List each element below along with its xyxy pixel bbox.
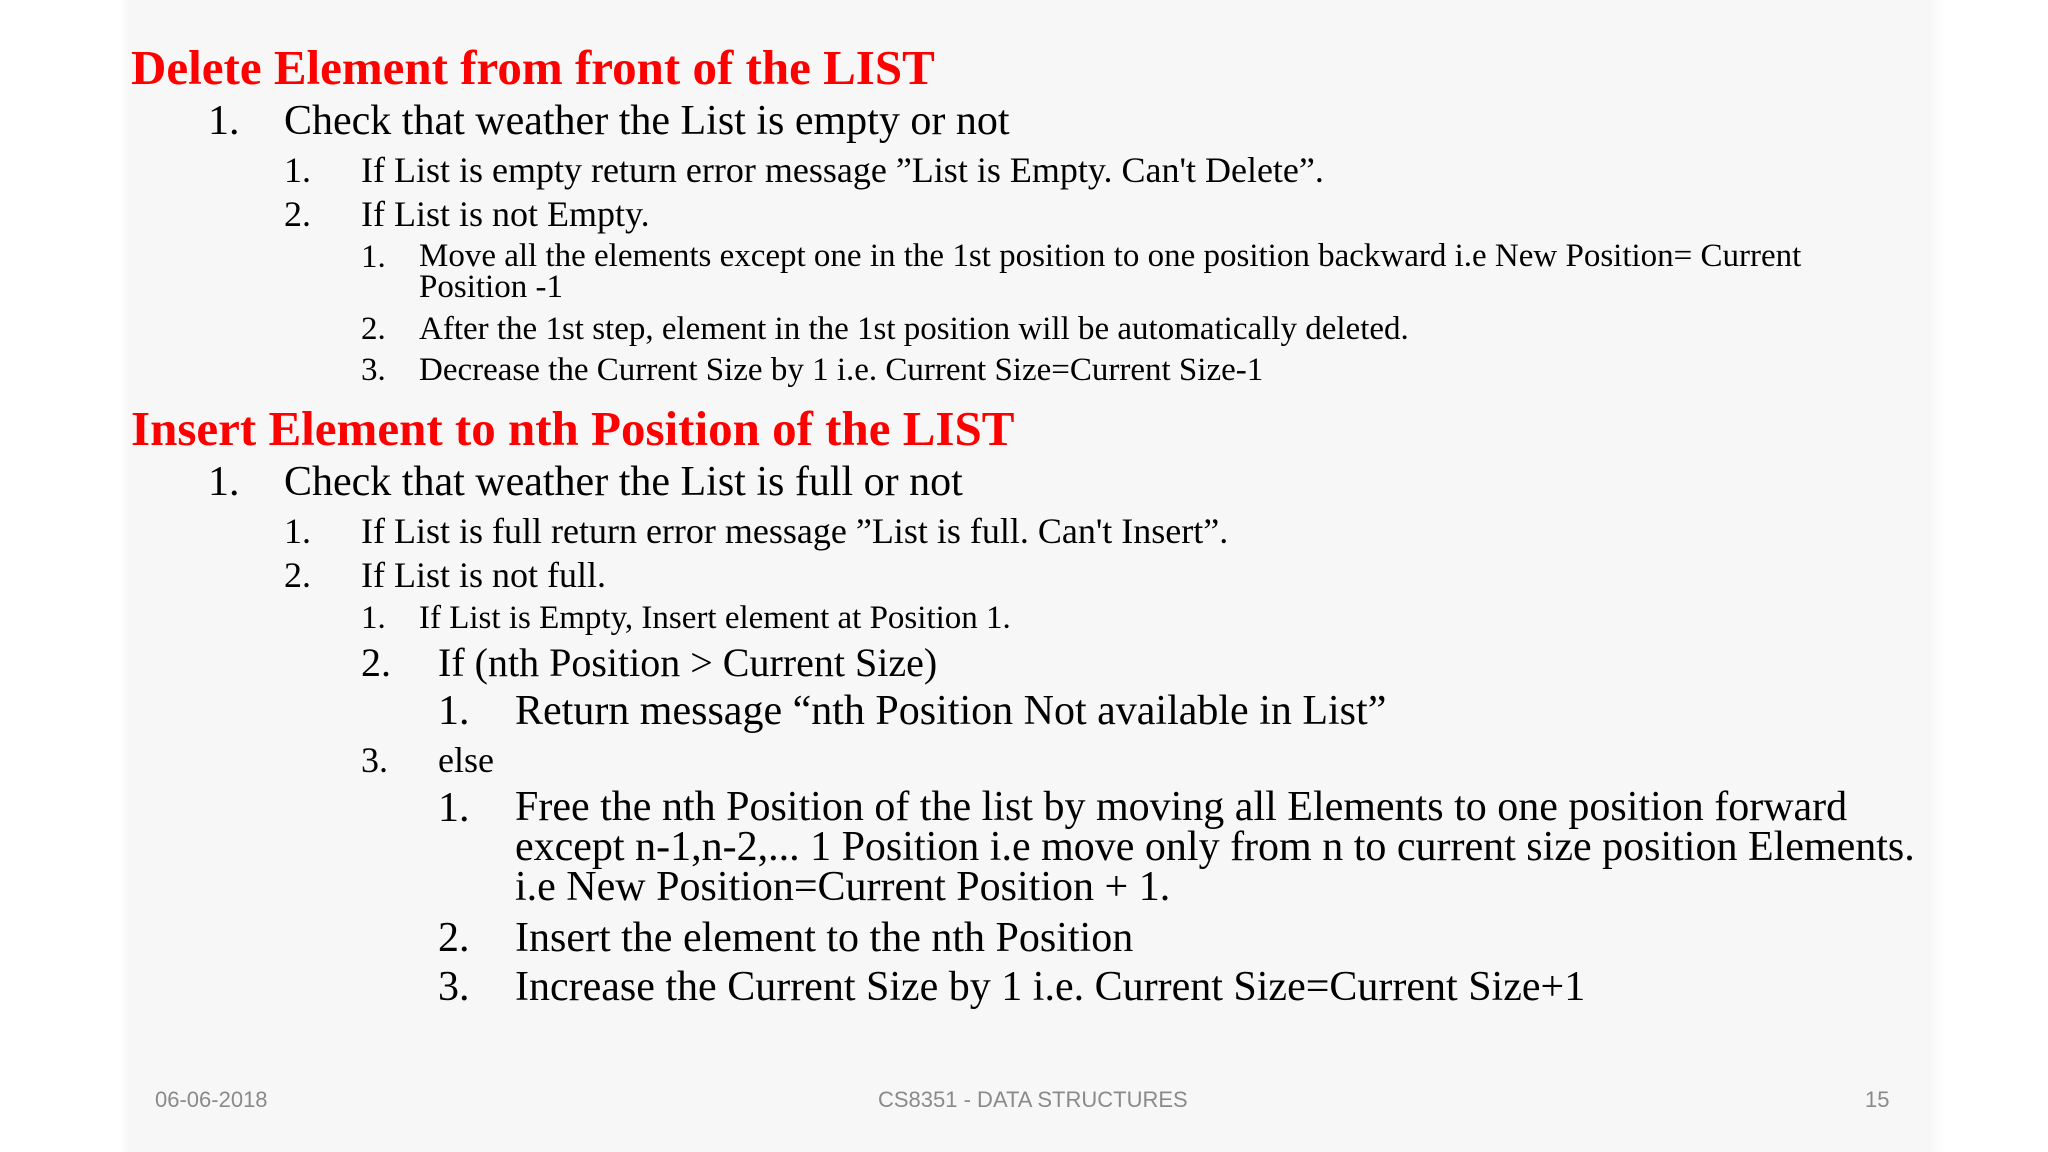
footer-course: CS8351 - DATA STRUCTURES xyxy=(878,1087,1188,1112)
list-number: 2. xyxy=(438,915,470,961)
list-number: 1. xyxy=(284,511,311,551)
list-number: 3. xyxy=(361,352,386,388)
list-item-text: If List is Empty, Insert element at Position 1. xyxy=(419,600,1011,636)
list-number: 1. xyxy=(361,239,386,275)
list-number: 1. xyxy=(208,459,240,505)
list-item-text: After the 1st step, element in the 1st position will be automatically deleted. xyxy=(419,311,1409,347)
footer-page-number: 15 xyxy=(1865,1087,1890,1112)
list-item-text: If List is not Empty. xyxy=(361,194,650,234)
footer-date: 06-06-2018 xyxy=(155,1087,268,1112)
list-number: 1. xyxy=(284,150,311,190)
list-item-text: If (nth Position > Current Size) xyxy=(438,640,938,685)
section-heading-delete: Delete Element from front of the LIST xyxy=(131,40,935,95)
list-number: 2. xyxy=(284,555,311,595)
list-item-text: else xyxy=(438,740,494,780)
list-item-text: If List is full return error message ”List is full. Can't Insert”. xyxy=(361,511,1229,551)
list-item-text: Decrease the Current Size by 1 i.e. Current Size=Current Size-1 xyxy=(419,352,1264,388)
list-item-text: Increase the Current Size by 1 i.e. Current Size=Current Size+1 xyxy=(515,964,1586,1010)
list-item-text: If List is empty return error message ”List is Empty. Can't Delete”. xyxy=(361,150,1324,190)
list-item-text: Check that weather the List is full or not xyxy=(284,459,963,505)
list-number: 3. xyxy=(438,964,470,1010)
list-number: 1. xyxy=(361,600,386,636)
list-item-text: Move all the elements except one in the 1st position to one position backward i.e New Position= Current Position -1 xyxy=(419,238,1802,305)
list-item-text: If List is not full. xyxy=(361,555,606,595)
list-number: 1. xyxy=(438,688,470,734)
list-number: 1. xyxy=(208,98,240,144)
list-number: 3. xyxy=(361,740,388,780)
list-number: 2. xyxy=(284,194,311,234)
list-number: 1. xyxy=(438,785,470,831)
list-number: 2. xyxy=(361,311,386,347)
list-item-text: Free the nth Position of the list by moving all Elements to one position forward except n-1,n-2,... 1 Position i.e move only from n to current size position Elements. i.e New Position=Current Position + 1. xyxy=(515,784,1915,910)
list-item-text: Insert the element to the nth Position xyxy=(515,915,1134,961)
section-heading-insert: Insert Element to nth Position of the LIST xyxy=(131,401,1015,456)
list-item-text: Return message “nth Position Not available in List” xyxy=(515,688,1387,734)
list-item-text: Check that weather the List is empty or not xyxy=(284,98,1010,144)
list-number: 2. xyxy=(361,640,391,685)
